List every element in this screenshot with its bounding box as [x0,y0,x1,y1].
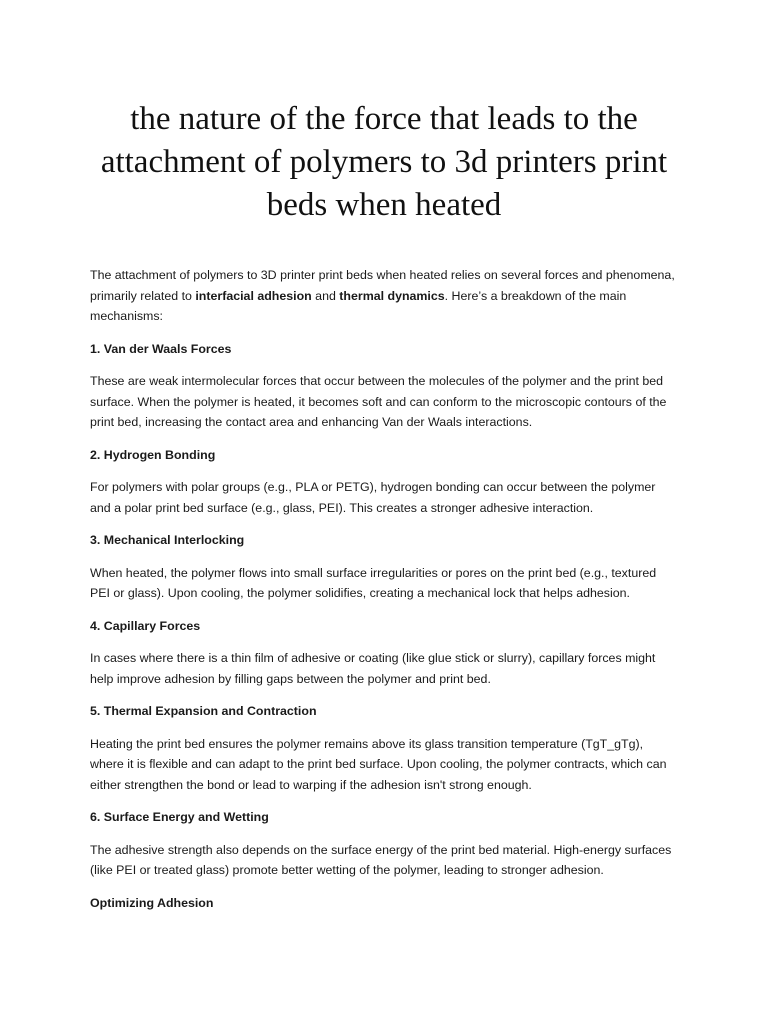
intro-bold-interfacial-adhesion: interfacial adhesion [195,288,312,303]
intro-text-1: The attachment of polymers to 3D printer print beds when heated relies on several forces and phenomena, primarily related to [90,268,675,303]
section-heading-mechanical-interlocking: 3. Mechanical Interlocking [90,533,245,547]
section-body-thermal-expansion: Heating the print bed ensures the polymer remains above its glass transition temperature (TgT_gTg), where it is flexible and can adapt to the print bed surface. Upon cooling, the polymer contracts, which can either strengthen the bond or lead to warping if the adhesion isn't strong enough. [90,736,667,792]
section-body-mechanical-interlocking: When heated, the polymer flows into small surface irregularities or pores on the print bed (e.g., textured PEI or glass). Upon cooling, the polymer solidifies, creating a mechanical lock that helps adhesion. [90,565,657,600]
section-body-capillary-forces: In cases where there is a thin film of adhesive or coating (like glue stick or slurry), capillary forces might help improve adhesion by filling gaps between the polymer and print bed. [90,651,656,686]
intro-paragraph [90,265,678,327]
section-body-hydrogen-bonding: For polymers with polar groups (e.g., PLA or PETG), hydrogen bonding can occur between the polymer and a polar print bed surface (e.g., glass, PEI). This creates a stronger adhesive interaction. [90,480,656,515]
intro-text-3: . Here’s a breakdown of the main mechanisms: [90,288,627,323]
section-body-van-der-waals: These are weak intermolecular forces that occur between the molecules of the polymer and the print bed surface. When the polymer is heated, it becomes soft and can conform to the microscopic contours of the print bed, increasing the contact area and enhancing Van der Waals interactions. [90,374,667,429]
section-heading-thermal-expansion: 5. Thermal Expansion and Contraction [90,704,317,718]
section-heading-capillary-forces: 4. Capillary Forces [90,618,201,633]
document-title: the nature of the force that leads to the attachment of polymers to 3d printers print beds when heated [100,101,668,223]
intro-text-2: and [311,288,340,303]
section-body-surface-energy: The adhesive strength also depends on the surface energy of the print bed material. High-energy surfaces (like PEI or treated glass) promote better wetting of the polymer, leading to stronger adhesion. [90,842,672,877]
intro-bold-thermal-dynamics: thermal dynamics [339,288,445,303]
section-heading-optimizing-adhesion: Optimizing Adhesion [90,895,214,910]
section-heading-van-der-waals: 1. Van der Waals Forces [90,341,232,356]
section-heading-hydrogen-bonding: 2. Hydrogen Bonding [90,447,216,462]
section-heading-surface-energy: 6. Surface Energy and Wetting [90,810,269,824]
